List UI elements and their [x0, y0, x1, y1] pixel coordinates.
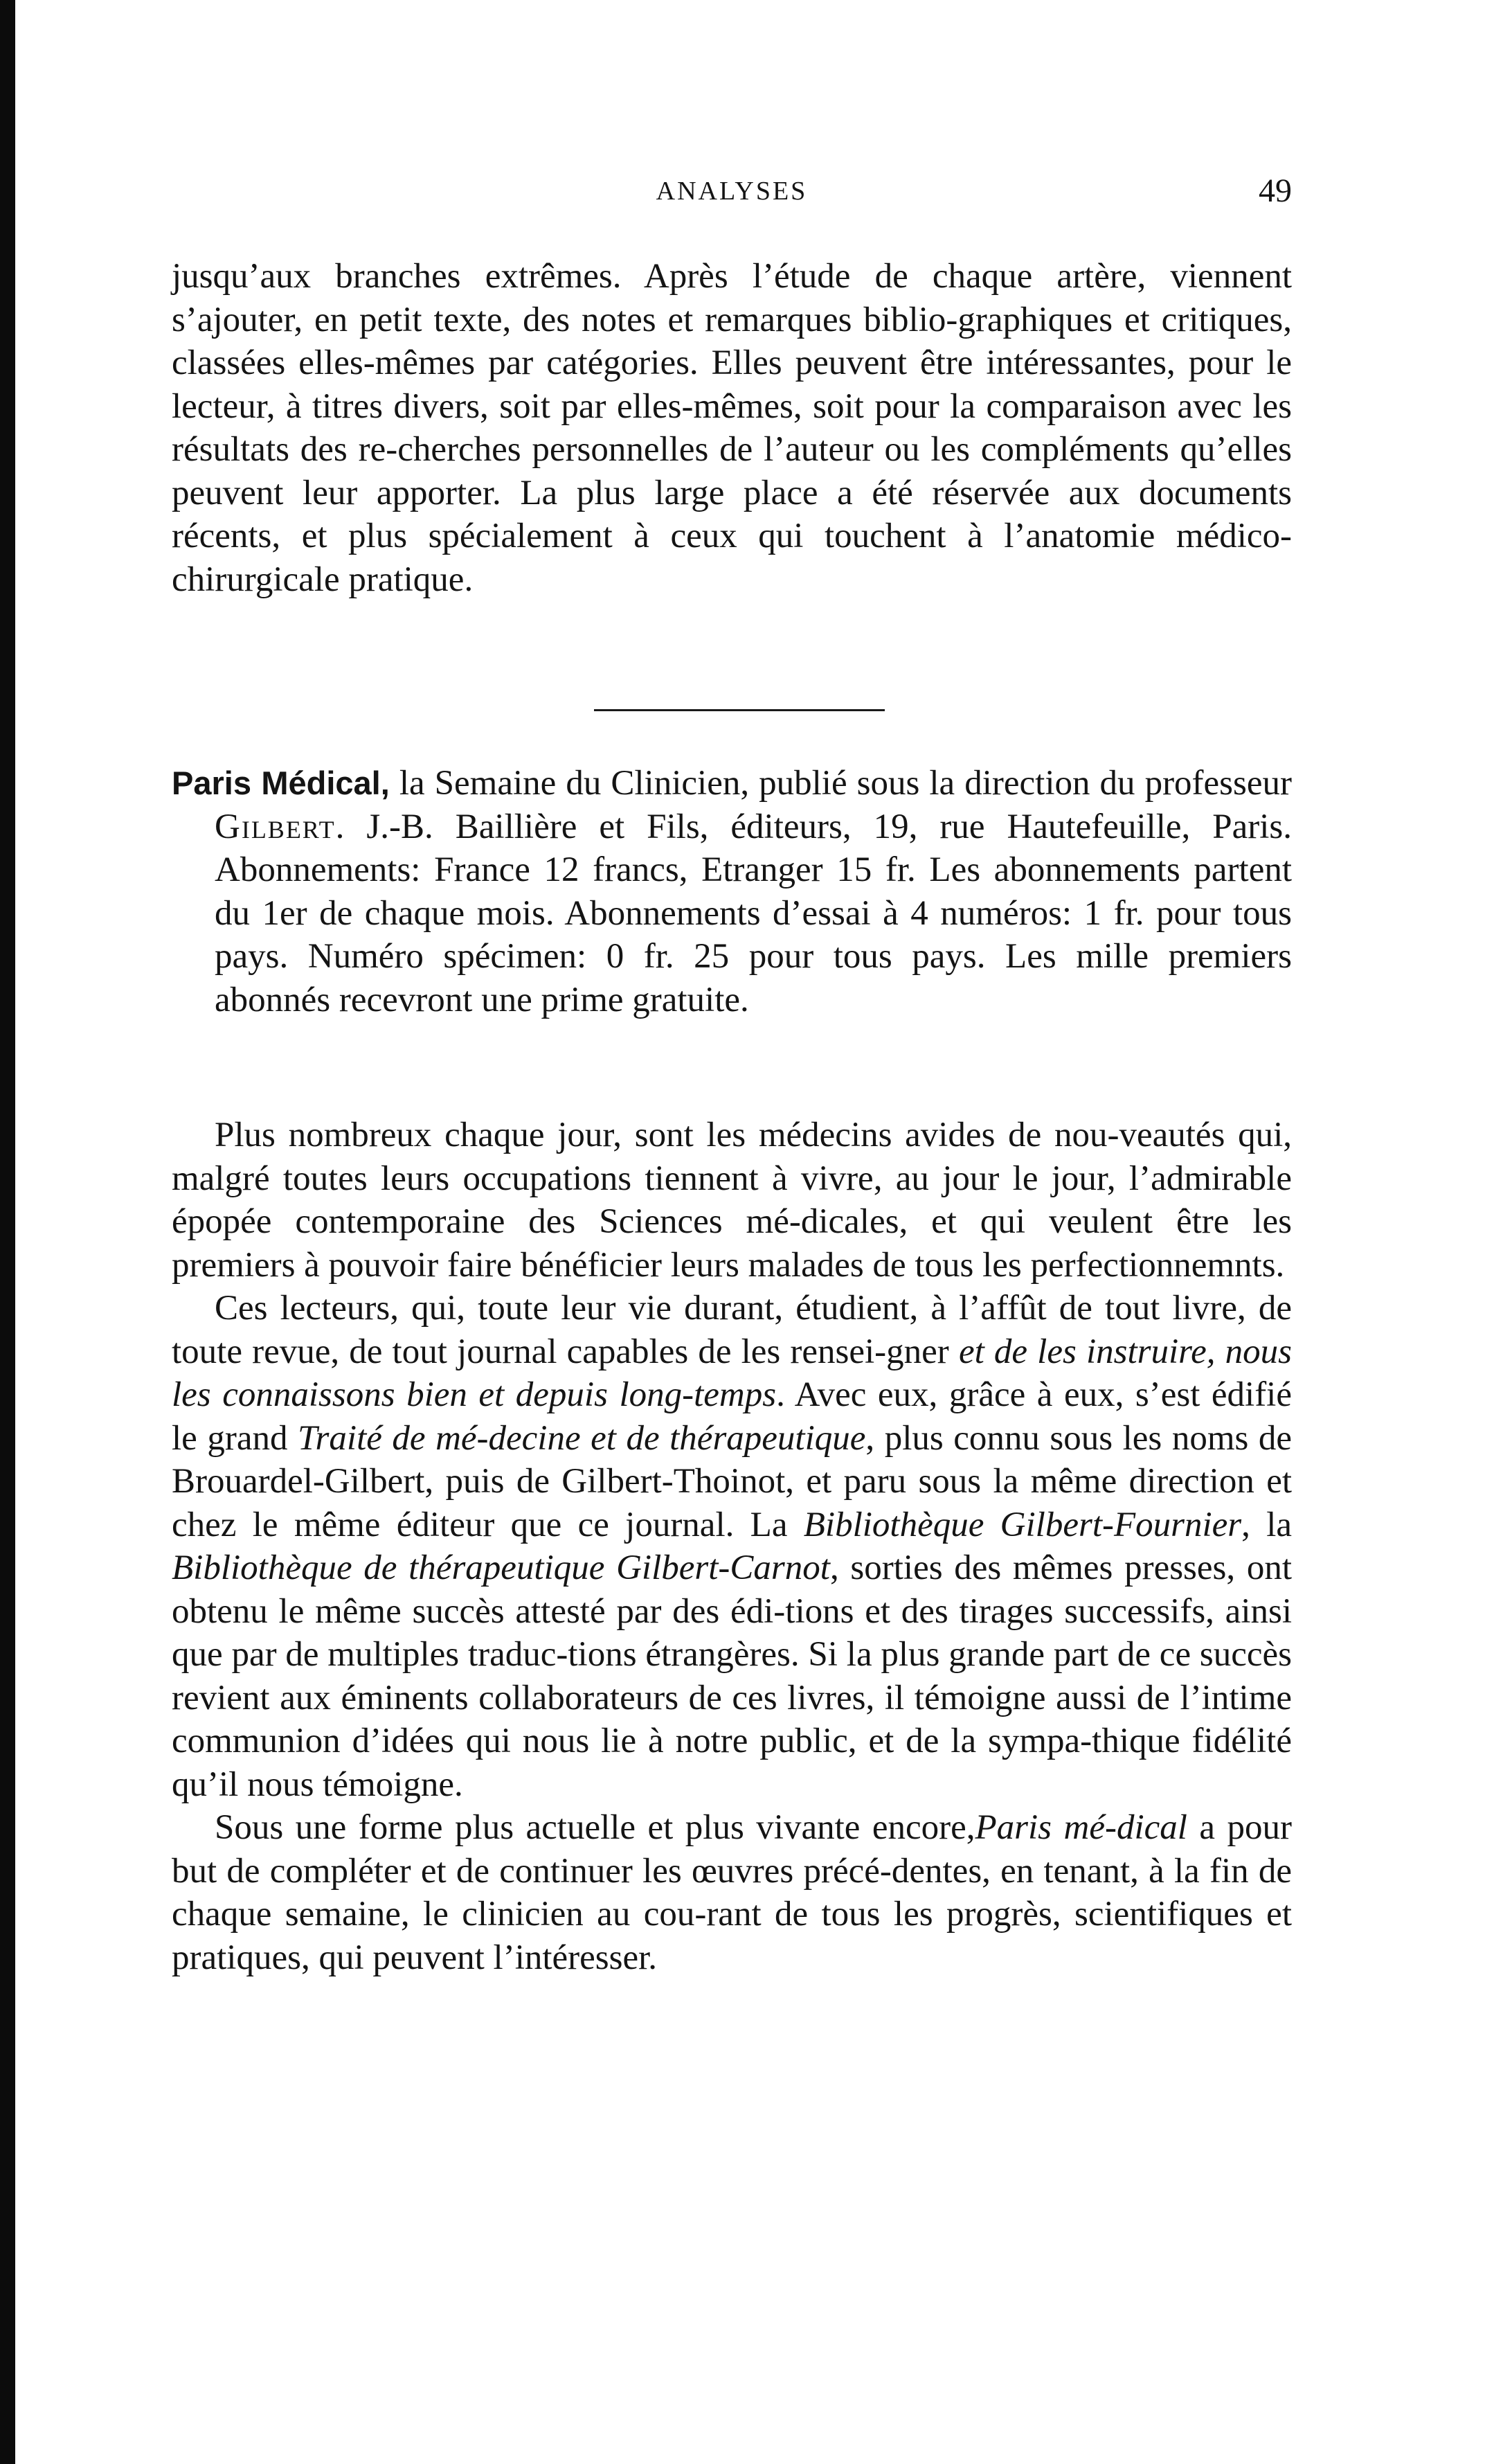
- entry-text-b: . J.-B. Baillière et Fils, éditeurs, 19, rue Hautefeuille, Paris. Abonnements: France 12 francs, Etranger 15 fr. Les abonnements partent du 1er de chaque mois. Abonnements d’essai à 4 numéros: 1 fr. pour tous pays. Numéro spécimen: 0 fr. 25 pour tous pays. Les mille premiers abonnés recevront une prime gratuite.: [215, 807, 1292, 1019]
- text-span: a pour but de compléter et de continuer les œuvres précé-dentes, en tenant, à la fin de chaque semaine, le clinicien au cou-rant de tous les progrès, scientifiques et pratiques, qui peuvent l’intéresser.: [172, 1808, 1292, 1977]
- italic-title: Bibliothèque de thérapeutique Gilbert-Carnot: [172, 1548, 830, 1587]
- paragraph-anatomy-notes: jusqu’aux branches extrêmes. Après l’étude de chaque artère, viennent s’ajouter, en petit texte, des notes et remarques biblio-graphiques et critiques, classées elles-mêmes par catégories. Elles peuvent être intéressantes, pour le lecteur, à titres divers, soit par elles-mêmes, soit pour la comparaison avec les résultats des re-cherches personnelles de l’auteur ou les compléments qu’elles peuvent leur apporter. La plus large place a été réservée aux documents récents, et plus spécialement à ceux qui touchent à l’anatomie médico-chirurgicale pratique.: [172, 257, 1292, 599]
- text-span: . Avec eux, grâce à eux, s’est édifié le grand: [172, 1375, 1292, 1458]
- paragraph-purpose: [172, 1806, 1292, 1979]
- section-divider: [594, 709, 885, 711]
- text-span: Ces lecteurs, qui, toute leur vie durant, étudient, à l’affût de tout livre, de toute revue, de tout journal capables de les rensei-gner: [172, 1289, 1292, 1371]
- italic-span: et de les instruire, nous les connaissons bien et depuis long-temps: [172, 1332, 1292, 1414]
- paragraph-readers: Plus nombreux chaque jour, sont les médecins avides de nou-veautés qui, malgré toutes leurs occupations tiennent à vivre, au jour le jour, l’admirable épopée contemporaine des Sciences mé-dicales, et qui veulent être les premiers à pouvoir faire bénéficier leurs malades de tous les perfectionnemnts.: [172, 1116, 1292, 1285]
- entry-lead-title: Paris Médical,: [172, 765, 390, 801]
- text-span: , plus connu sous les noms de Brouardel-Gilbert, puis de Gilbert-Thoinot, et paru sous la même direction et chez le même éditeur que ce journal. La: [172, 1418, 1292, 1544]
- running-title: ANALYSES: [656, 177, 808, 206]
- review-body: [172, 1114, 1292, 1979]
- bibliographic-entry: [172, 762, 1292, 1021]
- entry-text-a: la Semaine du Clinicien, publié sous la direction du professeur: [389, 764, 1292, 803]
- italic-title: Bibliothèque Gilbert-Fournier: [803, 1505, 1242, 1544]
- text-span: , sorties des mêmes presses, ont obtenu le même succès attesté par des édi-tions et des tirages successifs, ainsi que par de multiples traduc-tions étrangères. Si la plus grande part de ce succès revient aux éminents collaborateurs de ces livres, il témoigne aussi de l’intime communion d’idées qui nous lie à notre public, et de la sympa-thique fidélité qu’il nous témoigne.: [172, 1548, 1293, 1804]
- entry-author: Gilbert: [215, 807, 336, 846]
- text-span: , la: [1241, 1505, 1293, 1544]
- running-header: [172, 172, 1292, 213]
- italic-title: Traité de mé-decine et de thérapeutique: [298, 1418, 866, 1458]
- page-number: 49: [1259, 172, 1292, 209]
- paragraph-history: [172, 1287, 1292, 1806]
- italic-title: Paris mé-dical: [975, 1808, 1187, 1847]
- text-span: Sous une forme plus actuelle et plus vivante encore,: [215, 1808, 975, 1847]
